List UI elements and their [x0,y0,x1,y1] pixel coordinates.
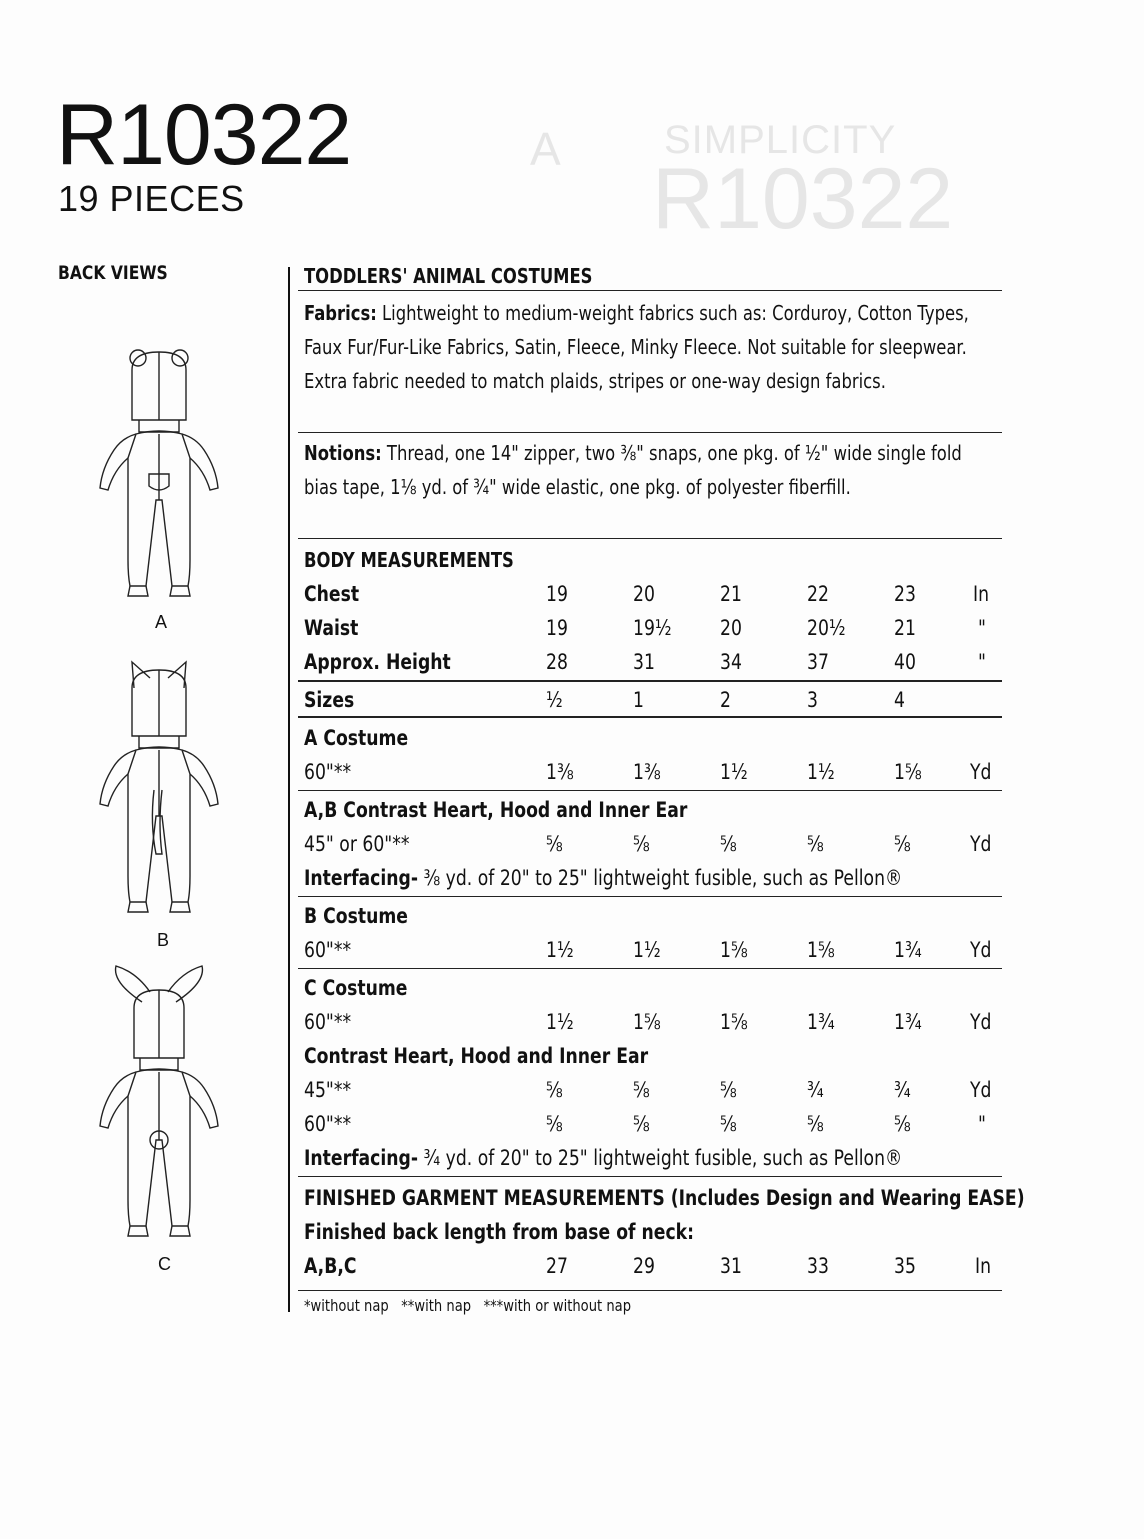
finished-measurements-heading: FINISHED GARMENT MEASUREMENTS (Includes Design and Wearing EASE) [304,1186,1025,1210]
cell: ⅝ [633,1078,650,1102]
interfacing-label: Interfacing- [304,1146,419,1170]
b-costume-heading: B Costume [304,904,408,928]
c-costume-heading: C Costume [304,976,408,1000]
cell: ⅝ [720,832,737,856]
fabrics-text: Lightweight to medium-weight fabrics such as: Corduroy, Cotton Types, [382,301,969,325]
rule [298,290,1002,291]
notions-label: Notions: [304,441,382,465]
size: 1 [633,688,644,712]
cell: 1⅜ [546,760,574,784]
cell: 33 [807,1254,829,1278]
interfacing-note-1 [304,866,902,890]
nap-footnote: *without nap **with nap ***with or without nap [304,1296,632,1315]
unit: " [978,616,986,640]
cell: 1⅝ [807,938,835,962]
cell: 1⅜ [633,760,661,784]
rule [298,538,1002,539]
cell: 21 [894,616,916,640]
cell: 1¾ [807,1010,835,1034]
cell: ¾ [807,1078,824,1102]
cell: ⅝ [633,1112,650,1136]
interfacing-label: Interfacing- [304,866,419,890]
cell: 1¾ [894,938,922,962]
cell: 1½ [720,760,748,784]
fabrics-line-2: Faux Fur/Fur-Like Fabrics, Satin, Fleece, Minky Fleece. Not suitable for sleepwear. [304,335,967,359]
row-label: 60"** [304,1010,352,1034]
cell: 1⅝ [894,760,922,784]
cell: 1⅝ [720,938,748,962]
cell: 19½ [633,616,672,640]
unit: " [978,1112,986,1136]
cell: ⅝ [546,1112,563,1136]
rule [298,432,1002,433]
row-label: 45" or 60"** [304,832,410,856]
back-views-heading: BACK VIEWS [58,262,168,284]
costume-title: TODDLERS' ANIMAL COSTUMES [304,264,593,288]
notions-line-2: bias tape, 1⅛ yd. of ¾" wide elastic, one pkg. of polyester fiberfill. [304,475,851,499]
row-label: 60"** [304,938,352,962]
row-label: Waist [304,616,359,640]
row-label: A,B,C [304,1254,357,1278]
ab-contrast-heading: A,B Contrast Heart, Hood and Inner Ear [304,798,688,822]
cell: 1⅝ [720,1010,748,1034]
c-contrast-heading: Contrast Heart, Hood and Inner Ear [304,1044,649,1068]
cell: ⅝ [894,832,911,856]
row-label: Approx. Height [304,650,451,674]
fabrics-line-3: Extra fabric needed to match plaids, stripes or one-way design fabrics. [304,369,886,393]
interfacing-text: ¾ yd. of 20" to 25" lightweight fusible, such as Pellon® [423,1146,903,1170]
view-label-b: B [157,930,170,950]
unit: " [978,650,986,674]
cell: 1⅝ [633,1010,661,1034]
cell: 1¾ [894,1010,922,1034]
cell: 20 [720,616,742,640]
cell: 1½ [546,938,574,962]
cell: ⅝ [807,832,824,856]
cell: 34 [720,650,742,674]
cell: ⅝ [546,832,563,856]
back-view-b-illustration [92,654,232,924]
rule [298,1176,1002,1177]
view-label-a: A [155,612,168,632]
cell: 31 [720,1254,742,1278]
rule [298,790,1002,791]
back-view-c-illustration [92,962,232,1252]
watermark-brand: SIMPLICITY [664,118,897,162]
cell: 23 [894,582,916,606]
cell: ⅝ [807,1112,824,1136]
row-label: Chest [304,582,360,606]
cell: ⅝ [720,1112,737,1136]
cell: 1½ [807,760,835,784]
cell: ⅝ [894,1112,911,1136]
unit: Yd [970,1078,992,1102]
watermark-code: R10322 [652,151,954,247]
cell: 28 [546,650,568,674]
cell: ⅝ [720,1078,737,1102]
cell: 21 [720,582,742,606]
cell: 20½ [807,616,846,640]
piece-count: 19 PIECES [58,178,245,219]
rule [298,680,1002,682]
cell: 37 [807,650,829,674]
row-label: 60"** [304,760,352,784]
cell: 19 [546,582,568,606]
row-label: 45"** [304,1078,352,1102]
rule [298,896,1002,897]
interfacing-text: ⅜ yd. of 20" to 25" lightweight fusible, such as Pellon® [423,866,903,890]
fabrics-label: Fabrics: [304,301,377,325]
size: 3 [807,688,818,712]
notions-line-1 [304,436,962,470]
cell: ⅝ [546,1078,563,1102]
rule [298,1290,1002,1291]
rule [298,716,1002,718]
cell: ⅝ [633,832,650,856]
sizes-label: Sizes [304,688,355,712]
size: ½ [546,688,563,712]
finished-subheading: Finished back length from base of neck: [304,1220,695,1244]
a-costume-heading: A Costume [304,726,409,750]
view-label-c: C [158,1254,171,1274]
rule [298,968,1002,969]
unit: Yd [970,1010,992,1034]
cell: 31 [633,650,655,674]
cell: 1½ [546,1010,574,1034]
body-measurements-heading: BODY MEASUREMENTS [304,548,514,572]
column-divider [288,267,290,1312]
notions-text: Thread, one 14" zipper, two ⅜" snaps, one pkg. of ½" wide single fold [386,441,962,465]
cell: 40 [894,650,916,674]
fabrics-line-1 [304,296,969,330]
cell: 22 [807,582,829,606]
size: 2 [720,688,731,712]
size: 4 [894,688,905,712]
watermark-letter: A [530,123,561,175]
cell: 35 [894,1254,916,1278]
cell: 20 [633,582,655,606]
unit: Yd [970,832,992,856]
cell: ¾ [894,1078,911,1102]
unit: Yd [970,938,992,962]
unit: Yd [970,760,992,784]
interfacing-note-2 [304,1146,902,1170]
back-view-a-illustration [92,340,232,610]
unit: In [975,1254,992,1278]
pattern-number: R10322 [56,87,352,183]
unit: In [973,582,990,606]
cell: 27 [546,1254,568,1278]
cell: 29 [633,1254,655,1278]
cell: 1½ [633,938,661,962]
row-label: 60"** [304,1112,352,1136]
cell: 19 [546,616,568,640]
